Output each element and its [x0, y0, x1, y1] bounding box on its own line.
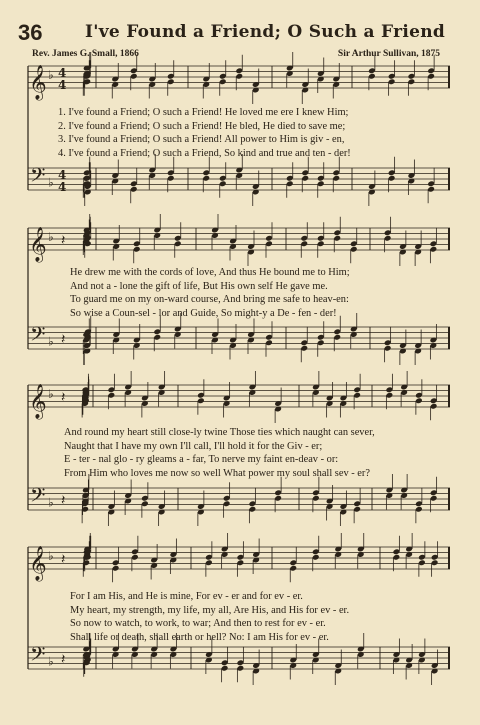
time-signature-top: 4 [58, 168, 67, 182]
hymn-number: 36 [18, 20, 43, 45]
treble-clef: 𝄞 [29, 384, 47, 419]
verse-line: From Him who loves me now so well What power my soul shall sev - er? [64, 467, 370, 479]
quarter-rest: 𝄽 [61, 232, 66, 249]
quarter-rest: 𝄽 [61, 651, 66, 668]
composer-credit: Sir Arthur Sullivan, 1875 [337, 49, 440, 59]
time-signature-top: 4 [58, 66, 67, 80]
time-signature-bottom: 4 [58, 180, 67, 194]
quarter-rest: 𝄽 [61, 551, 66, 568]
verse-line: So now to watch, to work, to war; And then to rest for ev - er. [70, 618, 326, 629]
verse-line: He drew me with the cords of love, And thus He bound me to Him; [70, 267, 350, 278]
flat-sign: ♭ [48, 495, 54, 510]
verse-line: To guard me on my on-ward course, And bring me safe to heav-en: [70, 294, 349, 305]
flat-sign: ♭ [48, 549, 54, 563]
verse-line: 4. I've found a Friend; O such a Friend, So kind and true and ten - der! [58, 147, 351, 159]
flat-sign: ♭ [48, 68, 54, 82]
verse-line: So wise a Coun-sel - lor and Guide, So might-y a De - fen - der! [70, 307, 337, 319]
verse-line: E - ter - nal glo - ry gleams a - far, To nerve my faint en-deav - or: [64, 454, 339, 465]
quarter-rest: 𝄽 [61, 331, 66, 348]
verse-line: 3. I've found a Friend; O such a Friend! All power to Him is giv - en, [58, 134, 345, 145]
verse-line: 1. I've found a Friend; O such a Friend! He loved me ere I knew Him; [58, 107, 349, 118]
bass-clef: 𝄢 [30, 642, 46, 671]
verse-line: For I am His, and He is mine, For ev - er and for ev - er. [70, 591, 303, 602]
verse-line: 2. I've found a Friend; O such a Friend! He bled, He died to save me; [58, 120, 346, 132]
verse-line: And not a - lone the gift of life, But His own self He gave me. [70, 280, 328, 292]
verse-line: Naught that I have my own I'll call, I'll hold it for the Giv - er; [64, 440, 323, 452]
bass-clef: 𝄢 [30, 163, 46, 192]
bass-clef: 𝄢 [30, 322, 46, 351]
quarter-rest: 𝄽 [61, 389, 66, 406]
author-credit: Rev. James G. Small, 1866 [32, 49, 139, 59]
treble-clef: 𝄞 [29, 546, 47, 581]
verse-line: My heart, my strength, my life, my all, Are His, and His for ev - er. [70, 604, 350, 616]
time-signature-bottom: 4 [58, 78, 67, 92]
verse-line: Shall life or death, shall earth or hell? No: I am His for ev - er. [70, 631, 329, 643]
quarter-rest: 𝄽 [61, 492, 66, 509]
treble-clef: 𝄞 [29, 227, 47, 262]
hymn-title: I've Found a Friend; O Such a Friend [84, 22, 446, 42]
verse-line: And round my heart still close-ly twine Those ties which naught can sever, [64, 427, 375, 438]
flat-sign: ♭ [48, 230, 54, 244]
flat-sign: ♭ [48, 334, 54, 349]
treble-clef: 𝄞 [29, 65, 47, 100]
flat-sign: ♭ [48, 387, 54, 401]
flat-sign: ♭ [48, 654, 54, 669]
flat-sign: ♭ [48, 175, 54, 190]
bass-clef: 𝄢 [30, 483, 46, 512]
